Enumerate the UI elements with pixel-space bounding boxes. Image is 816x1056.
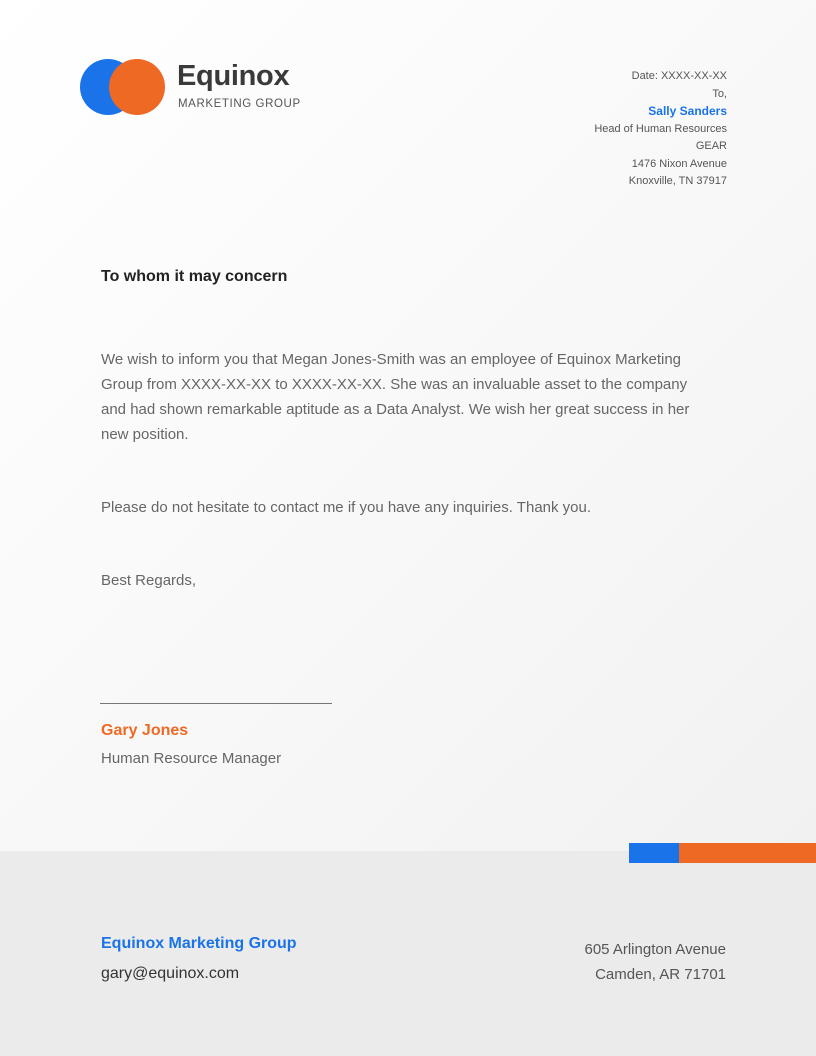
recipient-name: Sally Sanders <box>648 104 727 118</box>
overlapping-circles-icon <box>80 58 166 116</box>
recipient-to: To, <box>712 87 727 100</box>
letter-paragraph-2: Please do not hesitate to contact me if you have any inquiries. Thank you. <box>101 499 592 516</box>
recipient-role: Head of Human Resources <box>594 122 727 135</box>
recipient-org: GEAR <box>695 140 727 152</box>
recipient-street: 1476 Nixon Avenue <box>631 157 727 170</box>
signer-name: Gary Jones <box>101 722 189 739</box>
signature-line <box>100 703 332 704</box>
footer-address <box>584 937 726 987</box>
letter-paragraph-1: We wish to inform you that Megan Jones-Smith was an employee of Equinox Marketing Group from XXXX-XX-XX to XXXX-XX-XX. She was an invaluable asset to the company and had shown remarkable aptitude as a Data Analyst. We wish her great success in her new position. <box>101 351 690 443</box>
footer-email[interactable]: gary@equinox.com <box>101 965 240 982</box>
letter-date: Date: XXXX-XX-XX <box>631 70 727 82</box>
company-logo <box>80 58 320 118</box>
signer-title: Human Resource Manager <box>101 750 282 767</box>
recipient-block <box>594 68 727 191</box>
accent-bar-blue <box>629 843 679 863</box>
logo-title: Equinox <box>177 60 290 92</box>
footer-company-name: Equinox Marketing Group <box>101 935 297 952</box>
logo-subtitle: MARKETING GROUP <box>178 98 301 110</box>
footer-address-line-1: 605 Arlington Avenue <box>584 941 726 958</box>
salutation: To whom it may concern <box>101 268 288 285</box>
recipient-city: Knoxville, TN 37917 <box>628 175 727 187</box>
footer-address-line-2: Camden, AR 71701 <box>595 966 726 983</box>
letter-closing: Best Regards, <box>101 572 197 589</box>
accent-bar-orange <box>679 843 816 863</box>
